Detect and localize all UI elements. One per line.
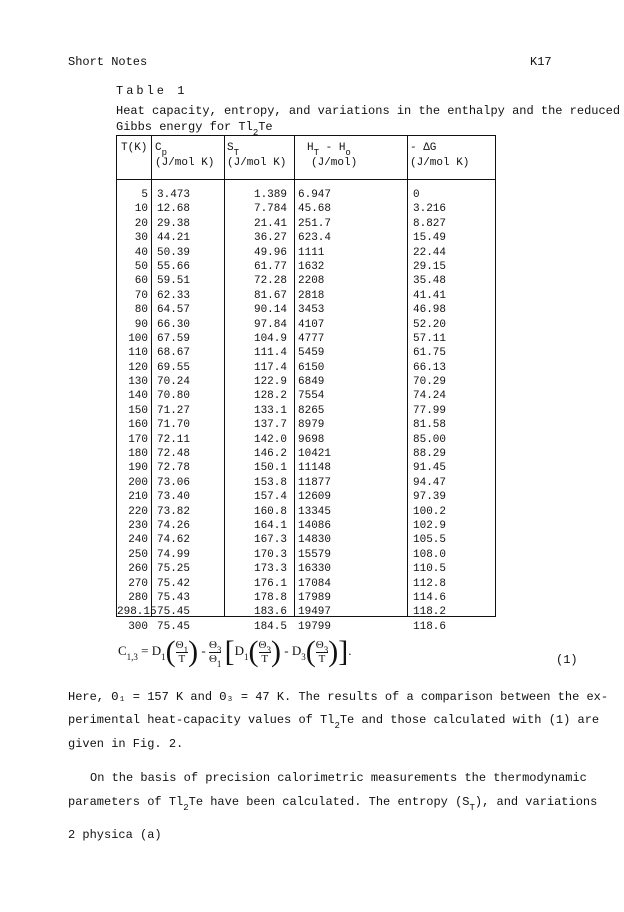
cell-h: 2818 [298,289,325,302]
cell-h: 14086 [298,519,332,532]
cell-h: 623.4 [298,232,332,245]
cell-cp: 12.68 [157,203,191,216]
cell-h: 19799 [298,620,332,633]
cell-h: 8265 [298,404,325,417]
page-footer: 2 physica (a) [68,828,162,842]
fraction-theta1-t [176,639,188,666]
text-subscript: T [469,803,475,813]
col-header-g-unit: (J/mol K) [410,157,470,169]
cell-st: 97.84 [253,318,287,331]
column-st-values [227,188,287,634]
cell-st: 128.2 [253,390,287,403]
table-label: Table 1 [116,84,188,98]
eq-d1-sub: 1 [244,651,249,662]
cell-st: 178.8 [253,591,287,604]
cell-st: 1.389 [253,189,287,201]
cell-g: 0 [413,189,420,201]
col-header-g [410,141,469,171]
cell-st: 21.41 [253,217,287,230]
cell-g: 110.5 [413,563,447,576]
cell-g: 108.0 [413,548,447,561]
cell-h: 12609 [298,491,332,504]
text-subscript: 2 [183,803,189,813]
paren-close-icon: ) [188,635,199,668]
cell-h: 10421 [298,448,332,461]
cell-t: 60 [134,275,148,288]
cell-cp: 75.43 [157,591,191,604]
cell-st: 111.4 [253,347,287,360]
cell-cp: 73.40 [157,491,191,504]
cell-t: 80 [134,304,148,317]
cell-cp: 68.67 [157,347,191,360]
cell-t: 40 [134,246,148,259]
paren-open-icon: ( [248,635,259,668]
cell-h: 9698 [298,433,325,446]
col-header-t: T(K) [121,142,148,154]
table-caption-line-2 [116,120,273,138]
cell-cp: 59.51 [157,275,191,288]
cell-t: 30 [134,232,148,245]
eq-lhs-sub: 1,3 [126,651,138,662]
cell-st: 133.1 [253,404,287,417]
text-segment: Te have been calculated. The entropy (S [188,795,470,809]
cell-st: 150.1 [253,462,287,475]
eq-minus: - [284,642,289,658]
cell-st: 183.6 [253,606,287,619]
cell-g: 77.99 [413,404,447,417]
col-header-st [227,141,286,171]
eq-d3-sub: 3 [301,651,306,662]
cell-st: 49.96 [253,246,287,259]
cell-h: 17084 [298,577,332,590]
cell-g: 41.41 [413,289,447,302]
cell-st: 81.67 [253,289,287,302]
paragraph-line-4: On the basis of precision calorimetric measurements the thermodynamic [90,771,587,785]
data-table [116,135,496,633]
header-rule [117,179,495,180]
cell-st: 36.27 [253,232,287,245]
eq-d1-sub: 1 [161,651,166,662]
cell-cp: 75.42 [157,577,191,590]
col-header-h-symbol: H [307,142,314,154]
column-divider [151,136,152,616]
eq-dot: . [348,642,352,658]
cell-h: 1632 [298,260,325,273]
cell-st: 164.1 [253,519,287,532]
paren-open-icon: ( [165,635,176,668]
cell-h: 19497 [298,606,332,619]
cell-st: 61.77 [253,260,287,273]
cell-st: 153.8 [253,476,287,489]
cell-t: 180 [128,448,148,461]
fraction-theta3-t [259,639,271,666]
col-header-cp-symbol: C [155,142,162,154]
cell-cp: 55.66 [157,260,191,273]
cell-t: 150 [128,404,148,417]
cell-g: 112.8 [413,577,447,590]
col-header-h-symbol-2: - H [319,142,346,154]
col-header-st-sub: T [233,148,240,158]
cell-cp: 70.80 [157,390,191,403]
column-t-values [117,188,157,634]
frac-den-sub: 1 [216,658,222,669]
cell-cp: 73.06 [157,476,191,489]
cell-cp: 70.24 [157,376,191,389]
paren-open-icon: ( [305,635,316,668]
equation-number: (1) [556,653,578,667]
cell-g: 100.2 [413,505,447,518]
text-subscript: 2 [334,721,340,731]
caption-text: Gibbs energy for Tl [116,120,253,134]
cell-g: 102.9 [413,519,447,532]
frac-num-sub: 3 [266,644,271,655]
cell-h: 11148 [298,462,332,475]
cell-cp: 62.33 [157,289,191,302]
cell-h: 13345 [298,505,332,518]
column-h-values [298,188,331,634]
cell-g: 15.49 [413,232,447,245]
cell-st: 146.2 [253,448,287,461]
paragraph-line-3: given in Fig. 2. [68,737,184,751]
cell-cp: 75.45 [157,620,191,633]
cell-t: 250 [128,548,148,561]
col-header-cp-sub: p [161,148,168,158]
cell-g: 29.15 [413,260,447,273]
col-header-st-symbol: S [227,142,234,154]
frac-num-sub: 3 [323,644,329,655]
text-segment: parameters of Tl [68,795,184,809]
eq-d3: D [291,642,302,658]
frac-num: Θ [175,638,184,651]
cell-g: 105.5 [413,534,447,547]
cell-t: 120 [128,361,148,374]
cell-st: 170.3 [253,548,287,561]
cell-t: 100 [128,332,148,345]
paragraph-line-2 [68,713,600,731]
frac-num: Θ [208,638,217,651]
cell-t: 298.15 [117,606,157,619]
frac-num: Θ [258,638,267,651]
cell-cp: 72.11 [157,433,191,446]
cell-h: 7554 [298,390,325,403]
cell-t: 270 [128,577,148,590]
column-divider [224,136,225,616]
frac-den: T [176,652,188,666]
frac-num-sub: 1 [183,644,189,655]
frac-den: T [316,652,328,666]
cell-cp: 69.55 [157,361,191,374]
col-header-g-symbol: - ΔG [410,142,437,154]
column-divider [407,136,408,616]
cell-h: 5459 [298,347,325,360]
cell-t: 50 [134,260,148,273]
cell-st: 157.4 [253,491,287,504]
table-caption-line-1: Heat capacity, entropy, and variations in the enthalpy and the reduced [116,104,621,118]
cell-st: 7.784 [253,203,287,216]
col-header-h [307,141,357,171]
cell-t: 240 [128,534,148,547]
col-header-cp [155,141,214,171]
column-cp-values [157,188,190,634]
cell-cp: 29.38 [157,217,191,230]
cell-t: 90 [134,318,148,331]
cell-g: 3.216 [413,203,447,216]
cell-t: 300 [128,620,148,633]
cell-h: 45.68 [298,203,332,216]
cell-t: 210 [128,491,148,504]
cell-t: 170 [128,433,148,446]
cell-cp: 72.78 [157,462,191,475]
eq-lhs: C [118,642,127,658]
cell-g: 74.24 [413,390,447,403]
cell-cp: 72.48 [157,448,191,461]
cell-cp: 74.62 [157,534,191,547]
cell-st: 160.8 [253,505,287,518]
column-g-values [413,188,446,634]
cell-g: 66.13 [413,361,447,374]
cell-h: 17989 [298,591,332,604]
col-header-st-unit: (J/mol K) [227,157,287,169]
frac-den: Θ [208,652,217,665]
cell-h: 2208 [298,275,325,288]
cell-cp: 71.27 [157,404,191,417]
cell-st: 104.9 [253,332,287,345]
cell-g: 114.6 [413,591,447,604]
cell-t: 220 [128,505,148,518]
cell-t: 280 [128,591,148,604]
cell-cp: 66.30 [157,318,191,331]
cell-t: 160 [128,419,148,432]
paragraph-line-5 [68,795,598,813]
cell-g: 46.98 [413,304,447,317]
col-header-h-sub-2: o [345,148,351,158]
cell-st: 173.3 [253,563,287,576]
cell-t: 140 [128,390,148,403]
eq-minus: - [201,642,206,658]
column-divider [294,136,295,616]
cell-h: 15579 [298,548,332,561]
fraction-theta3-t [316,639,328,666]
cell-cp: 75.45 [157,606,191,619]
bracket-close-icon: ] [338,635,349,668]
cell-g: 118.6 [413,620,447,633]
cell-st: 137.7 [253,419,287,432]
cell-h: 251.7 [298,217,332,230]
eq-equals: = [141,642,149,658]
cell-st: 167.3 [253,534,287,547]
frac-num-sub: 3 [216,644,222,655]
col-header-h-unit: (J/mol) [311,157,358,169]
cell-t: 200 [128,476,148,489]
cell-h: 14830 [298,534,332,547]
text-segment: perimental heat-capacity values of Tl [68,713,335,727]
cell-t: 10 [134,203,148,216]
cell-h: 4107 [298,318,325,331]
text-segment: Te and those calculated with (1) are [339,713,600,727]
cell-g: 85.00 [413,433,447,446]
fraction-theta3-theta1 [208,638,222,669]
cell-cp: 3.473 [157,189,191,201]
cell-g: 118.2 [413,606,447,619]
cell-t: 110 [128,347,148,360]
cell-g: 97.39 [413,491,447,504]
text-segment: ), and variations [474,795,598,809]
paragraph-line-1: Here, Θ₁ = 157 K and Θ₃ = 47 K. The results of a comparison between the ex- [68,690,609,704]
eq-d1: D [151,642,162,658]
cell-h: 6.947 [298,189,332,201]
equation [118,635,351,669]
cell-cp: 50.39 [157,246,191,259]
paren-close-icon: ) [328,635,339,668]
page-number: K17 [530,55,552,69]
cell-st: 72.28 [253,275,287,288]
eq-d1: D [234,642,245,658]
cell-g: 70.29 [413,376,447,389]
cell-g: 8.827 [413,217,447,230]
cell-g: 81.58 [413,419,447,432]
cell-cp: 44.21 [157,232,191,245]
cell-g: 35.48 [413,275,447,288]
cell-cp: 73.82 [157,505,191,518]
running-header-left: Short Notes [68,55,148,69]
cell-cp: 64.57 [157,304,191,317]
cell-cp: 71.70 [157,419,191,432]
cell-cp: 74.99 [157,548,191,561]
bracket-open-icon: [ [224,635,235,668]
cell-st: 142.0 [253,433,287,446]
frac-num: Θ [315,638,324,651]
cell-h: 6849 [298,376,325,389]
cell-g: 91.45 [413,462,447,475]
cell-cp: 75.25 [157,563,191,576]
cell-st: 90.14 [253,304,287,317]
caption-subscript: 2 [252,128,259,138]
col-header-h-sub: T [313,148,320,158]
cell-st: 117.4 [253,361,287,374]
frac-den: T [259,652,271,666]
cell-st: 184.5 [253,620,287,633]
cell-t: 20 [134,217,148,230]
cell-t: 130 [128,376,148,389]
cell-t: 5 [141,189,148,201]
cell-h: 3453 [298,304,325,317]
cell-t: 190 [128,462,148,475]
cell-h: 1111 [298,246,325,259]
cell-t: 70 [134,289,148,302]
cell-g: 61.75 [413,347,447,360]
cell-g: 94.47 [413,476,447,489]
cell-h: 16330 [298,563,332,576]
cell-g: 88.29 [413,448,447,461]
cell-st: 176.1 [253,577,287,590]
cell-t: 260 [128,563,148,576]
cell-h: 6150 [298,361,325,374]
cell-g: 22.44 [413,246,447,259]
cell-st: 122.9 [253,376,287,389]
cell-h: 8979 [298,419,325,432]
caption-text-end: Te [258,120,273,134]
cell-g: 57.11 [413,332,447,345]
paren-close-icon: ) [271,635,281,668]
cell-g: 52.20 [413,318,447,331]
cell-h: 4777 [298,332,325,345]
cell-cp: 74.26 [157,519,191,532]
col-header-cp-unit: (J/mol K) [155,157,215,169]
cell-h: 11877 [298,476,332,489]
cell-cp: 67.59 [157,332,191,345]
cell-t: 230 [128,519,148,532]
